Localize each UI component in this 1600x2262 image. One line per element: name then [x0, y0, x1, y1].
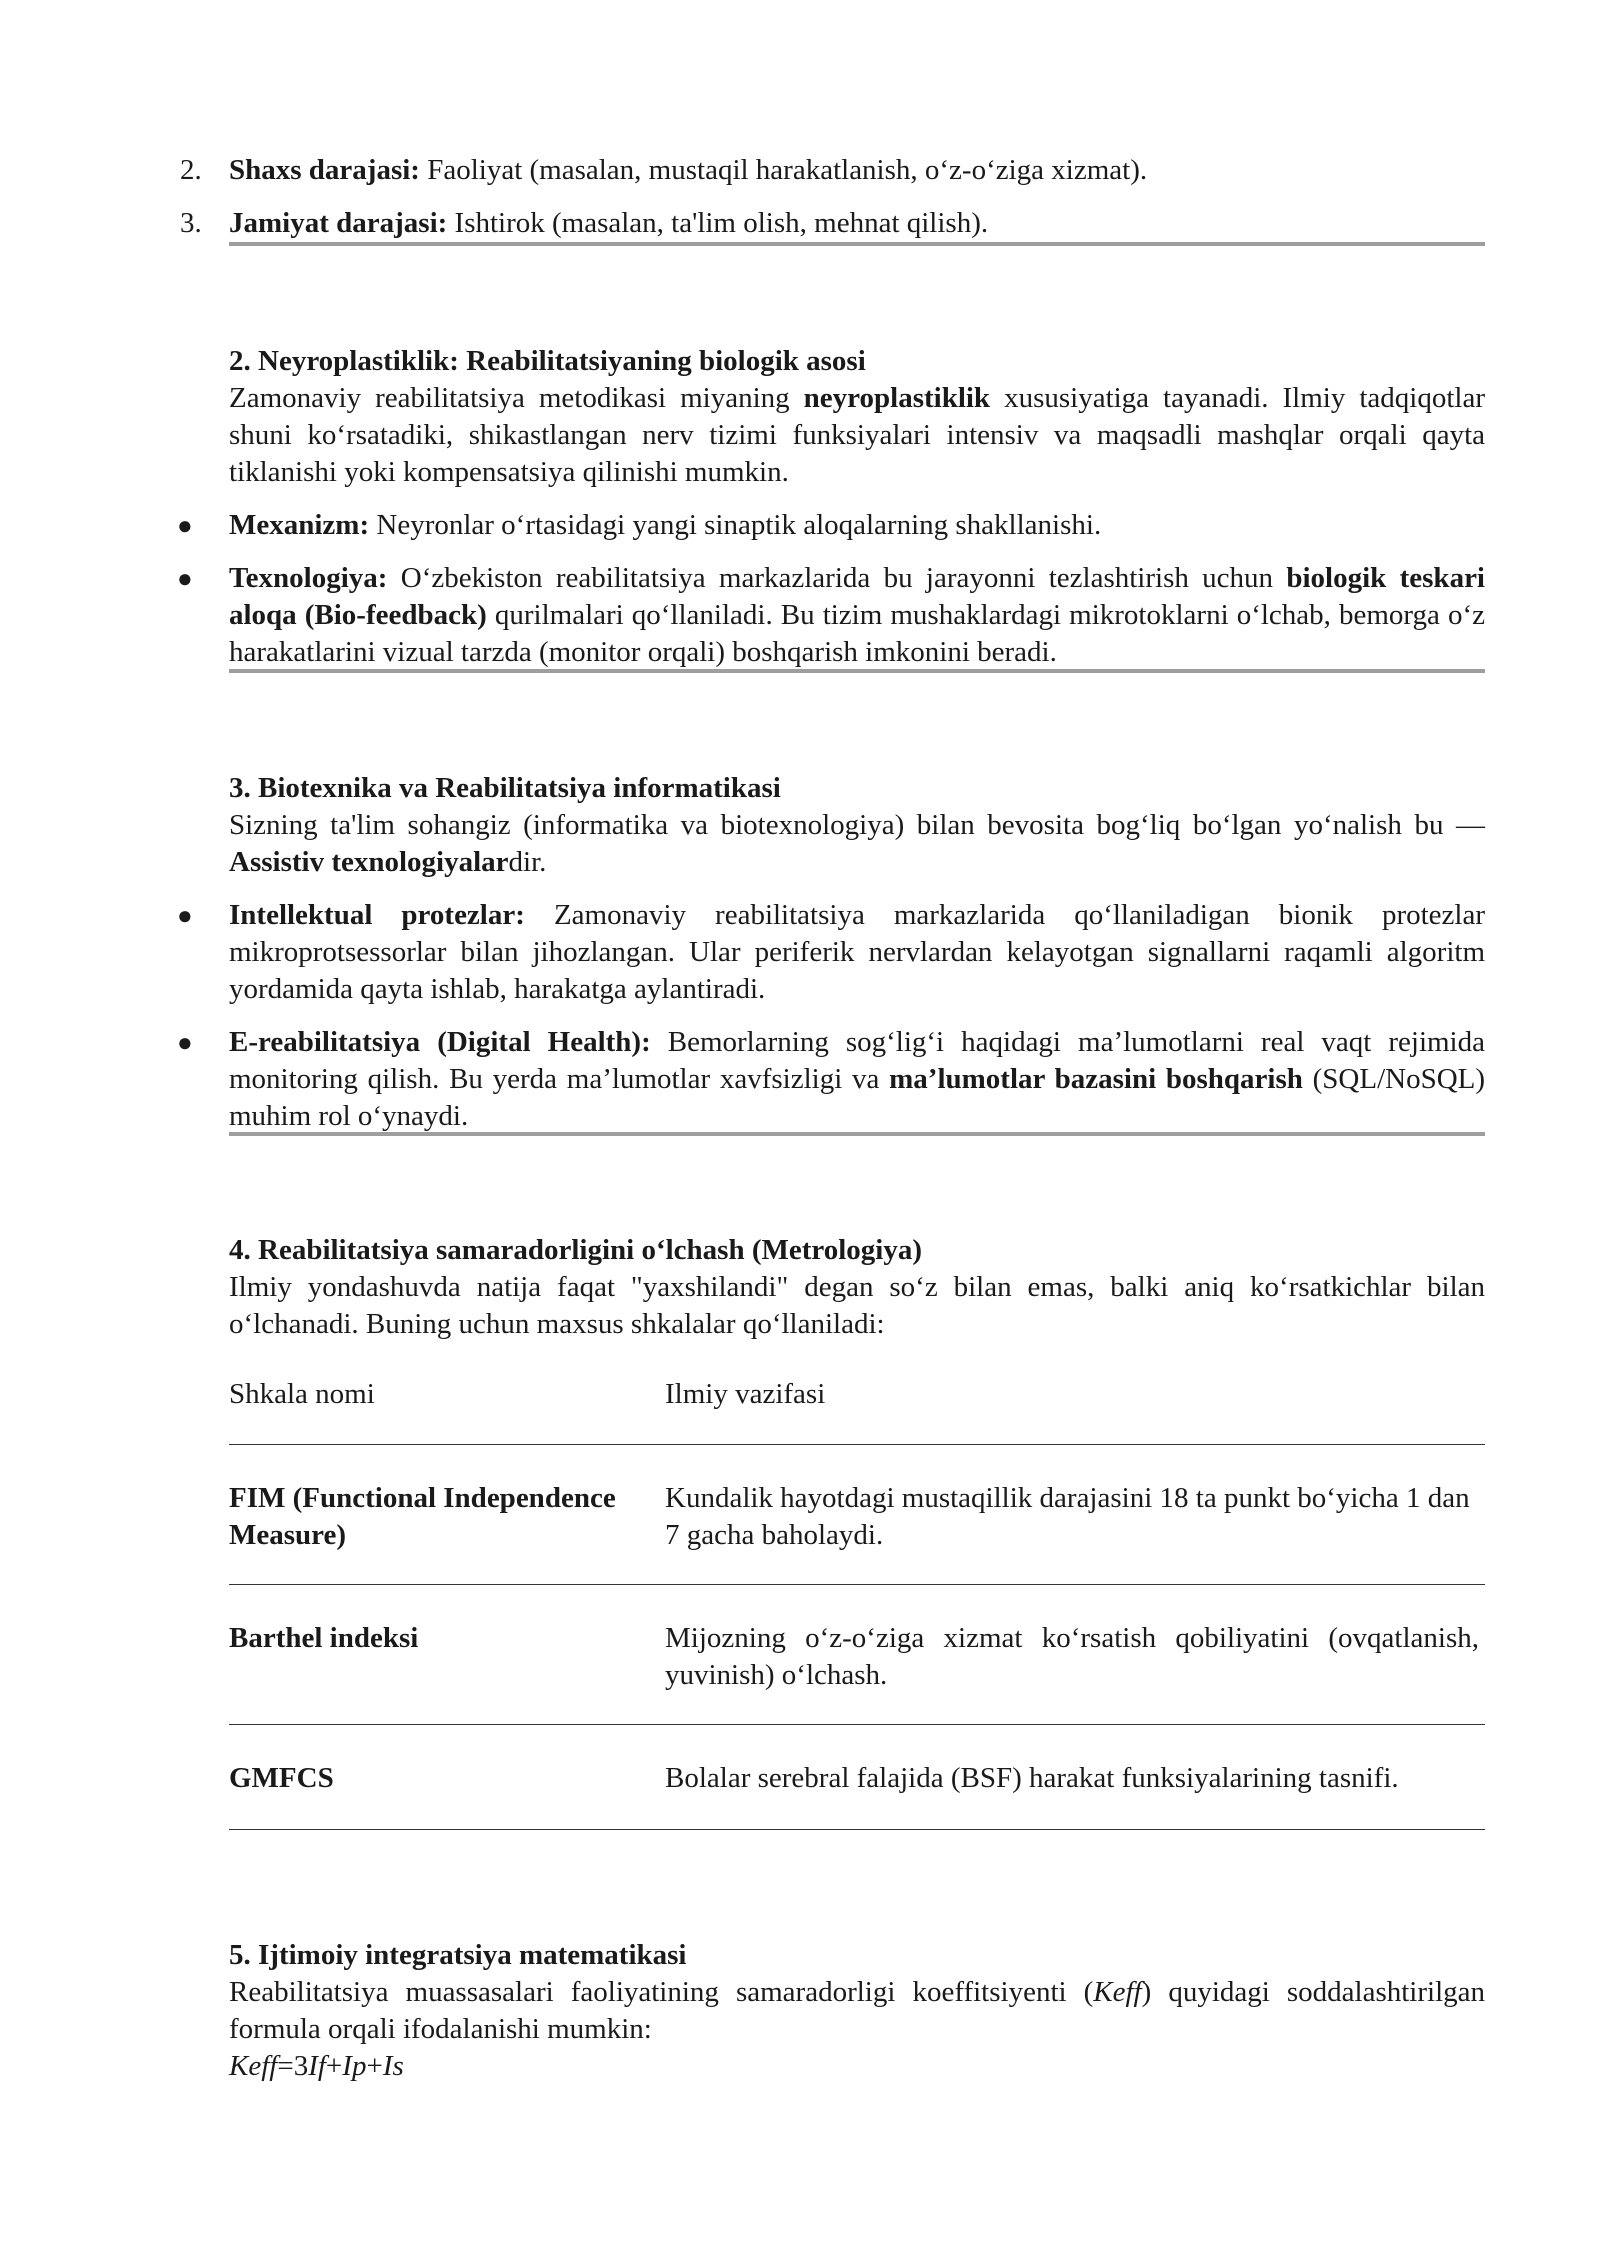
table-cell-name — [229, 1760, 659, 1797]
item-bold: ma’lumotlar bazasini boshqarish — [889, 1063, 1303, 1095]
list-item — [180, 205, 1485, 242]
bullet-icon: ● — [177, 564, 193, 593]
item-label: Texnologiya: — [229, 562, 388, 594]
item-label: E-reabilitatsiya (Digital Health): — [229, 1026, 651, 1058]
bullet-icon: ● — [177, 511, 193, 540]
paragraph-bold: neyroplastiklik — [803, 382, 991, 414]
table-row — [229, 1445, 1485, 1585]
item-text: O‘zbekiston reabilitatsiya markazlarida bu jarayonni tezlashtirish uchun — [387, 562, 1287, 594]
table-cell-desc: Bolalar serebral falajida (BSF) harakat funksiyalarining tasnifi. — [665, 1762, 1399, 1794]
scale-name: Barthel indeksi — [229, 1622, 419, 1654]
table-cell-name — [229, 1480, 659, 1554]
section-heading: 3. Biotexnika va Reabilitatsiya informatikasi — [229, 772, 781, 804]
paragraph-text: ) quyidagi soddalashtirilgan formula orqali ifodalanishi mumkin: — [229, 1976, 1485, 2045]
item-text: Bemorlarning sog‘lig‘i haqidagi ma’lumotlarni real vaqt rejimida monitoring qilish. Bu yerda ma’lumotlar xavfsizligi va — [229, 1026, 1485, 1095]
item-text: Zamonaviy reabilitatsiya markazlarida qo‘llaniladigan bionik protezlar mikroprotsessorlar bilan jihozlangan. Ular periferik nervlardan kelayotgan signallarni raqamli algoritm yordamida qayta ishlab, harakatga aylantiradi. — [229, 899, 1485, 1005]
list-item — [177, 897, 1485, 1008]
section-heading: 5. Ijtimoiy integratsiya matematikasi — [229, 1939, 687, 1971]
section-divider — [229, 669, 1485, 673]
section-heading: 4. Reabilitatsiya samaradorligini o‘lchash (Metrologiya) — [229, 1234, 922, 1266]
bullet-icon: ● — [177, 901, 193, 930]
section-integration-math — [229, 1937, 1485, 2085]
table-header-row — [229, 1376, 1485, 1445]
section-divider — [229, 242, 1485, 246]
section-heading: 2. Neyroplastiklik: Reabilitatsiyaning biologik asosi — [229, 345, 866, 377]
table-row — [229, 1585, 1485, 1725]
item-text: Ishtirok (masalan, ta'lim olish, mehnat qilish). — [447, 207, 989, 239]
section-biotechnics — [177, 770, 1486, 1151]
item-text: Faoliyat (masalan, mustaqil harakatlanish, o‘z-o‘ziga xizmat). — [419, 154, 1148, 186]
list-item — [177, 560, 1486, 671]
table-row — [229, 1725, 1485, 1830]
section-paragraph — [229, 380, 1485, 491]
scale-name: FIM (Functional Independence Measure) — [229, 1482, 616, 1551]
table-cell-name — [229, 1620, 659, 1657]
table-cell-desc: Mijozning o‘z-o‘ziga xizmat ko‘rsatish qobiliyatini (ovqatlanish, yuvinish) o‘lchash. — [665, 1622, 1479, 1691]
formula: Keff=3If+Ip+Is — [229, 2050, 404, 2082]
item-label: Mexanizm: — [229, 509, 370, 541]
table-header-cell: Shkala nomi — [229, 1378, 375, 1410]
section-divider — [229, 1132, 1485, 1136]
list-item — [177, 1024, 1486, 1135]
paragraph-text: dir. — [508, 846, 547, 878]
item-text: (SQL/NoSQL) muhim rol o‘ynaydi. — [229, 1063, 1486, 1132]
table-cell-desc: Kundalik hayotdagi mustaqillik darajasini 18 ta punkt bo‘yicha 1 dan 7 gacha baholaydi. — [665, 1482, 1470, 1551]
item-text: qurilmalari qo‘llaniladi. Bu tizim mushaklardagi mikrotoklarni o‘lchab, bemorga o‘z harakatlarini vizual tarzda (monitor orqali) boshqarish imkonini beradi. — [229, 599, 1486, 668]
list-item — [180, 152, 1485, 189]
scale-name: GMFCS — [229, 1762, 334, 1794]
table-header-cell: Ilmiy vazifasi — [665, 1378, 826, 1410]
section-paragraph — [229, 1974, 1485, 2048]
item-label: Shaxs darajasi: — [229, 154, 420, 186]
paragraph-italic: Keff — [1093, 1976, 1142, 2008]
item-text: Neyronlar o‘rtasidagi yangi sinaptik aloqalarning shakllanishi. — [369, 509, 1102, 541]
list-number: 3. — [180, 207, 202, 239]
list-number: 2. — [180, 154, 202, 186]
item-label: Intellektual protezlar: — [229, 899, 525, 931]
section-neuroplasticity — [177, 343, 1486, 687]
paragraph-text: Sizning ta'lim sohangiz (informatika va biotexnologiya) bilan bevosita bog‘liq bo‘lgan yo‘nalish bu — — [229, 809, 1485, 841]
paragraph-text: Reabilitatsiya muassasalari faoliyatining samaradorligi koeffitsiyenti ( — [229, 1976, 1094, 2008]
section-paragraph — [229, 807, 1485, 881]
scales-table — [229, 1376, 1485, 1830]
item-bold: biologik teskari aloqa (Bio-feedback) — [229, 562, 1485, 631]
bullet-icon: ● — [177, 1028, 193, 1057]
list-item — [177, 507, 1485, 544]
paragraph-bold: Assistiv texnologiyalar — [229, 846, 509, 878]
section-metrology — [229, 1232, 1485, 1343]
paragraph-text: Zamonaviy reabilitatsiya metodikasi miyaning — [229, 382, 804, 414]
paragraph-text: xususiyatiga tayanadi. Ilmiy tadqiqotlar shuni ko‘rsatadiki, shikastlangan nerv tizimi funksiyalari intensiv va maqsadli mashqlar orqali qayta tiklanishi yoki kompensatsiya qilinishi mumkin. — [229, 382, 1485, 488]
item-label: Jamiyat darajasi: — [229, 207, 448, 239]
section-paragraph: Ilmiy yondashuvda natija faqat "yaxshilandi" degan so‘z bilan emas, balki aniq ko‘rsatkichlar bilan o‘lchanadi. Buning uchun maxsus shkalalar qo‘llaniladi: — [229, 1271, 1485, 1340]
